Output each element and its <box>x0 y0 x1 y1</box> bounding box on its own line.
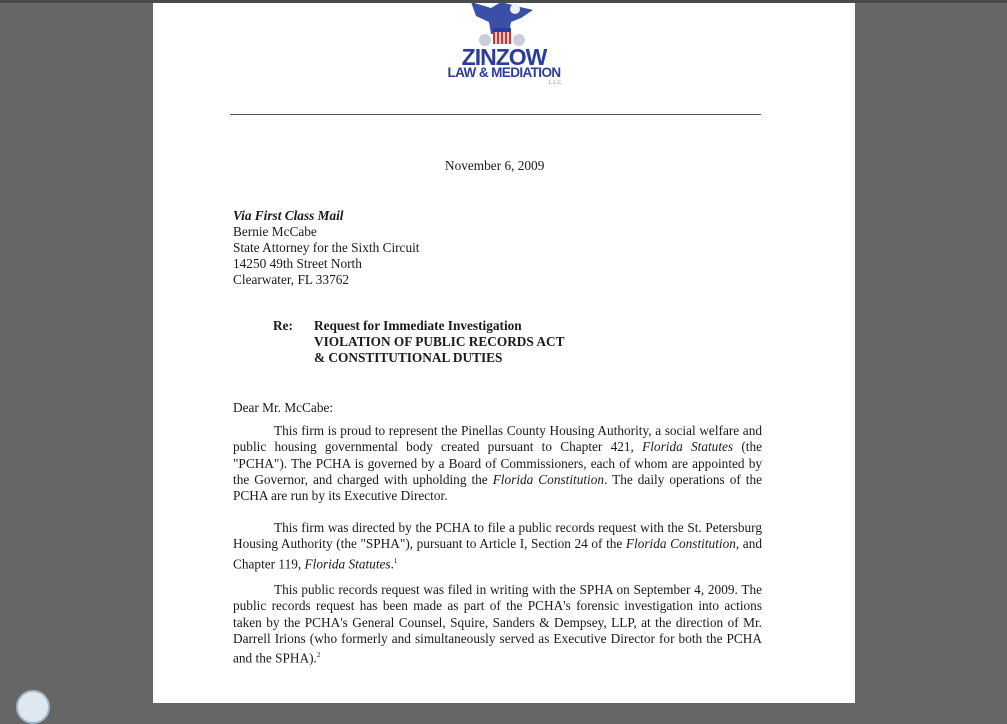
re-line: Request for Immediate Investigation <box>314 318 522 333</box>
address-line: Bernie McCabe <box>233 224 317 239</box>
re-label: Re: <box>273 318 293 333</box>
document-page <box>153 3 855 703</box>
firm-subtitle: LAW & MEDIATION <box>447 65 561 80</box>
re-line: & CONSTITUTIONAL DUTIES <box>314 350 503 365</box>
paragraph-2: This firm was directed by the PCHA to file a public records request with the St. Petersburg Housing Authority (the "SPHA"), pursuant to Article I, Section 24 of the Florida Constitution, and Chapter 119, Florida Statutes.$^1$ <box>233 520 762 572</box>
viewer-control-button[interactable] <box>16 690 50 724</box>
re-line: VIOLATION OF PUBLIC RECORDS ACT <box>314 334 565 349</box>
address-line: State Attorney for the Sixth Circuit <box>233 240 420 255</box>
firm-suffix: L.L.C. <box>549 81 563 86</box>
firm-name: ZINZOW <box>461 44 547 70</box>
firm-logo <box>429 0 563 92</box>
paragraph-3: This public records request was filed in writing with the SPHA on September 4, 2009. The public records request has been made as part of the PCHA's forensic investigation into actions taken by the PCHA's General Counsel, Squire, Sanders & Dempsey, LLP, at the direction of Mr. Darrell Irions (who formerly and simultaneously served as Executive Director for both the PCHA and the SPHA).$^2$ <box>233 582 762 666</box>
eagle-icon <box>461 0 541 50</box>
letterhead-divider <box>230 114 761 115</box>
address-line: 14250 49th Street North <box>233 256 362 271</box>
footnote-marker: 2 <box>316 651 321 660</box>
salutation: Dear Mr. McCabe: <box>233 400 334 415</box>
letter-date: November 6, 2009 <box>445 158 545 173</box>
address-line: Clearwater, FL 33762 <box>233 272 350 287</box>
paragraph-1: This firm is proud to represent the Pinellas County Housing Authority, a social welfare and public housing governmental body created pursuant to Chapter 421, Florida Statutes (the "PCHA"). The PCHA is governed by a Board of Commissioners, each of whom are appointed by the Governor, and charged with upholding the Florida Constitution. The daily operations of the PCHA are run by its Executive Director. <box>233 423 763 504</box>
delivery-method: Via First Class Mail <box>233 208 344 223</box>
footnote-marker: 1 <box>393 556 398 565</box>
